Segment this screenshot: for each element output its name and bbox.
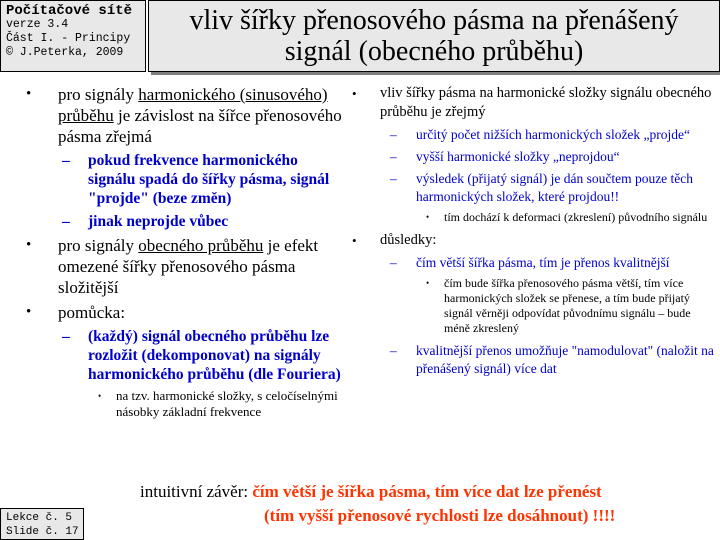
- sub-bullet-lower-pass: – určitý počet nižších harmonických složek „projde“: [390, 127, 691, 142]
- bullet-general: • pro signály obecného průběhu je efekt omezené šířky přenosového pásma složitější: [26, 236, 319, 297]
- sub-bullet-higher-blocked: – vyšší harmonické složky „neprojdou“: [390, 149, 620, 164]
- sub-bullet-passes: – pokud frekvence harmonického signálu spadá do šířky pásma, signál "projde" (beze změn): [62, 152, 330, 207]
- sub-bullet-not-passes: – jinak neprojde vůbec: [62, 213, 229, 230]
- right-column: [352, 84, 714, 382]
- dash-icon: –: [390, 171, 397, 186]
- dash-icon: –: [390, 149, 397, 164]
- dash-icon: –: [62, 328, 70, 345]
- sub-bullet-quality: – čím větší šířka pásma, tím je přenos kvalitnější: [390, 255, 670, 270]
- lecture-label: Lekce č. 5: [6, 512, 73, 524]
- conclusion-line-1: čím větší je šířka pásma, tím více dat lze přenést: [252, 482, 602, 501]
- sub-bullet-modulate: – kvalitnější přenos umožňuje "namodulovat" (naložit na přenášený signál) více dat: [390, 343, 714, 376]
- bullet-dot-icon: •: [26, 237, 32, 253]
- author-label: © J.Peterka, 2009: [6, 46, 124, 59]
- sub-sub-bullet-distortion: • tím dochází k deformaci (zkreslení) původního signálu: [426, 210, 708, 224]
- bullet-bandwidth-effect: • vliv šířky pásma na harmonické složky signálu obecného průběhu je zřejmý: [352, 85, 712, 120]
- conclusion-label: intuitivní závěr:: [140, 482, 253, 501]
- conclusion: [140, 480, 700, 528]
- bullet-dot-icon: •: [352, 86, 357, 101]
- bullet-consequences: • důsledky:: [352, 232, 437, 248]
- part-label: Část I. - Principy: [6, 32, 131, 45]
- sub-sub-bullet-wider-band: • čím bude šířka přenosového pásma větší, tím více harmonických složek se přenese, a tím bude přijatý signál věrněji odpovídat původnímu signálu – bude méně zkreslený: [426, 276, 691, 335]
- bullet-harmonic: • pro signály harmonického (sinusového) průběhu je závislost na šířce přenosového pásma zřejmá: [26, 85, 342, 146]
- course-name: Počítačové sítě: [6, 3, 133, 19]
- dash-icon: –: [390, 127, 397, 142]
- sub-bullet-fourier: – (každý) signál obecného průběhu lze rozložit (dekomponovat) na signály harmonického průběhu (dle Fouriera): [62, 328, 341, 383]
- slide-title-box: [148, 0, 720, 72]
- conclusion-line-2: (tím vyšší přenosové rychlosti lze dosáhnout) !!!!: [264, 506, 616, 525]
- dash-icon: –: [62, 213, 70, 230]
- dash-icon: –: [390, 255, 397, 270]
- slide-label: Slide č. 17: [6, 526, 79, 538]
- bullet-dot-icon: •: [26, 86, 32, 102]
- square-bullet-icon: •: [426, 212, 430, 222]
- left-column: [26, 84, 348, 426]
- sub-bullet-result: – výsledek (přijatý signál) je dán součtem pouze těch harmonických složek, které projdou!!: [390, 171, 694, 204]
- sub-sub-bullet-components: • na tzv. harmonické složky, s celočíselnými násobky základní frekvence: [98, 388, 338, 419]
- course-info-box: [0, 0, 146, 72]
- version-label: verze 3.4: [6, 18, 69, 31]
- square-bullet-icon: •: [426, 278, 430, 288]
- slide-number-box: [0, 508, 84, 540]
- slide-title: vliv šířky přenosového pásma na přenášený signál (obecného průběhu): [189, 5, 679, 67]
- dash-icon: –: [62, 152, 70, 169]
- bullet-dot-icon: •: [26, 304, 32, 320]
- bullet-hint: • pomůcka:: [26, 303, 126, 322]
- dash-icon: –: [390, 343, 397, 358]
- bullet-dot-icon: •: [352, 233, 357, 248]
- square-bullet-icon: •: [98, 391, 102, 401]
